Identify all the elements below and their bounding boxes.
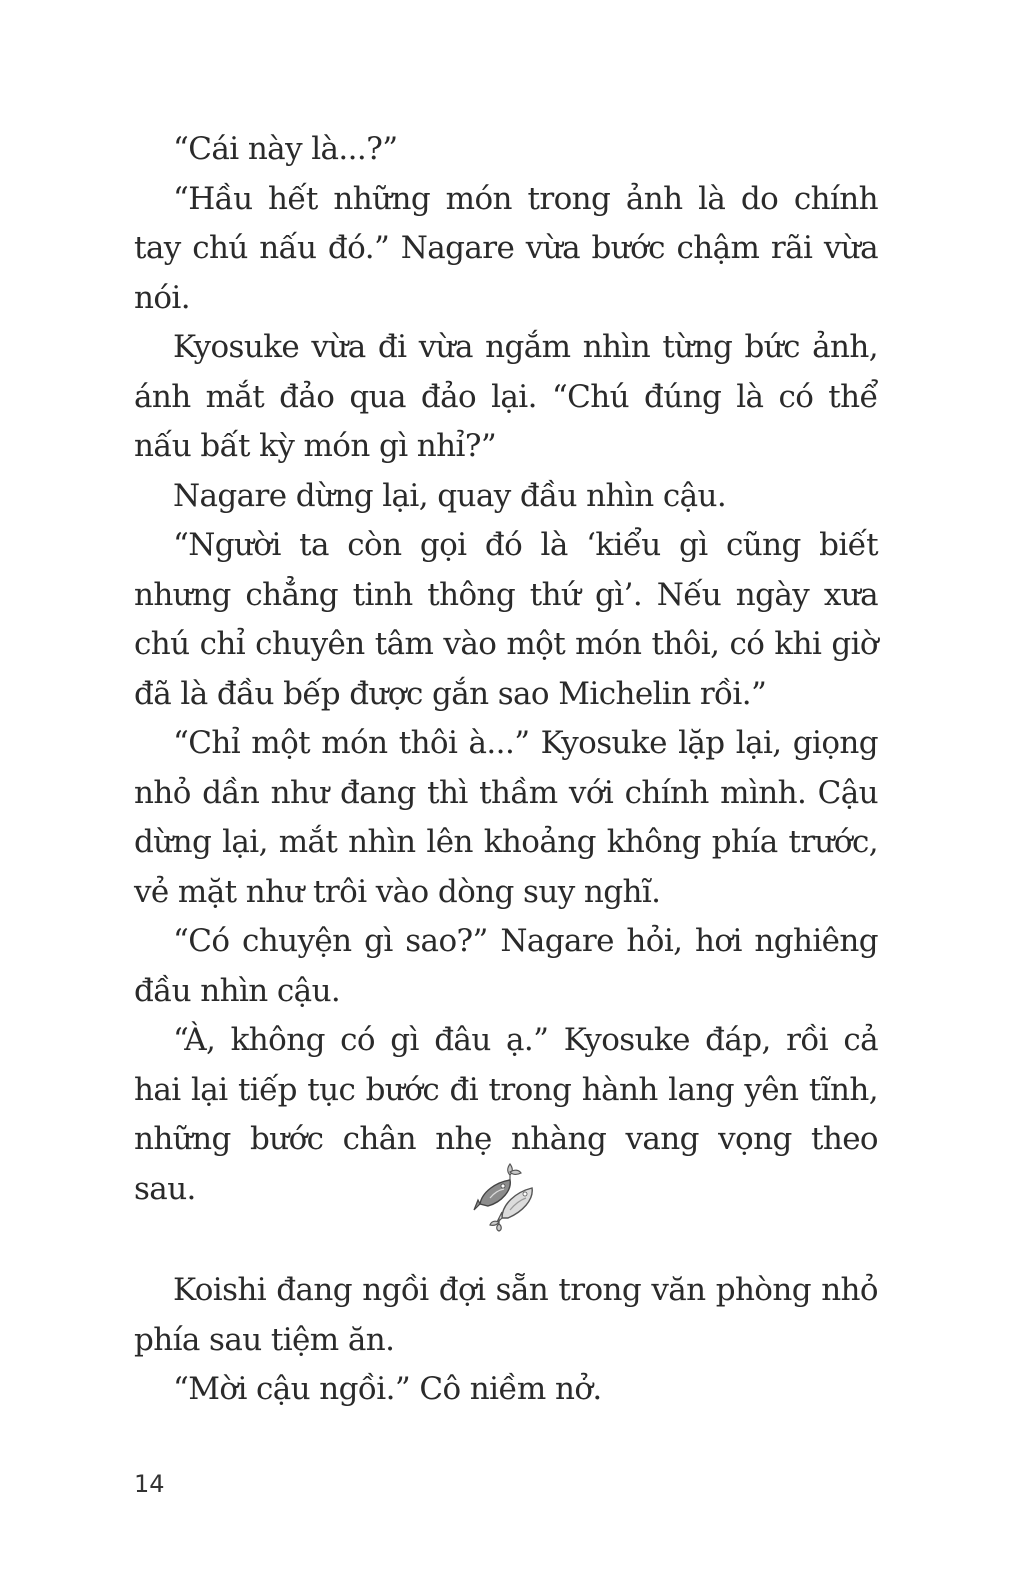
text-section-before-break [134, 125, 878, 1214]
paragraph: “Hầu hết những món trong ảnh là do chính tay chú nấu đó.” Nagare vừa bước chậm rãi vừa nói. [134, 180, 878, 316]
paragraph: “Người ta còn gọi đó là ‘kiểu gì cũng biết nhưng chẳng tinh thông thứ gì’. Nếu ngày xưa chú chỉ chuyên tâm vào một món thôi, có khi giờ đã là đầu bếp được gắn sao Michelin rồi.” [134, 527, 878, 712]
paragraph: “Mời cậu ngồi.” Cô niềm nở. [173, 1371, 602, 1407]
paragraph: Nagare dừng lại, quay đầu nhìn cậu. [173, 477, 727, 514]
page-number: 14 [134, 1470, 165, 1498]
paragraph: “À, không có gì đâu ạ.” Kyosuke đáp, rồi cả hai lại tiếp tục bước đi trong hành lang yên tĩnh, những bước chân nhẹ nhàng vang vọng theo sau. [134, 1022, 878, 1207]
text-section-after-break [134, 1266, 878, 1415]
two-fish-ornament-icon [472, 1160, 538, 1232]
paragraph: “Có chuyện gì sao?” Nagare hỏi, hơi nghiêng đầu nhìn cậu. [134, 923, 878, 1009]
paragraph: Koishi đang ngồi đợi sẵn trong văn phòng nhỏ phía sau tiệm ăn. [134, 1272, 878, 1358]
paragraph: Kyosuke vừa đi vừa ngắm nhìn từng bức ảnh, ánh mắt đảo qua đảo lại. “Chú đúng là có thể nấu bất kỳ món gì nhỉ?” [134, 329, 878, 464]
paragraph: “Chỉ một món thôi à...” Kyosuke lặp lại, giọng nhỏ dần như đang thì thầm với chính mình. Cậu dừng lại, mắt nhìn lên khoảng không phía trước, vẻ mặt như trôi vào dòng suy nghĩ. [134, 725, 878, 910]
paragraph: “Cái này là...?” [173, 131, 398, 167]
